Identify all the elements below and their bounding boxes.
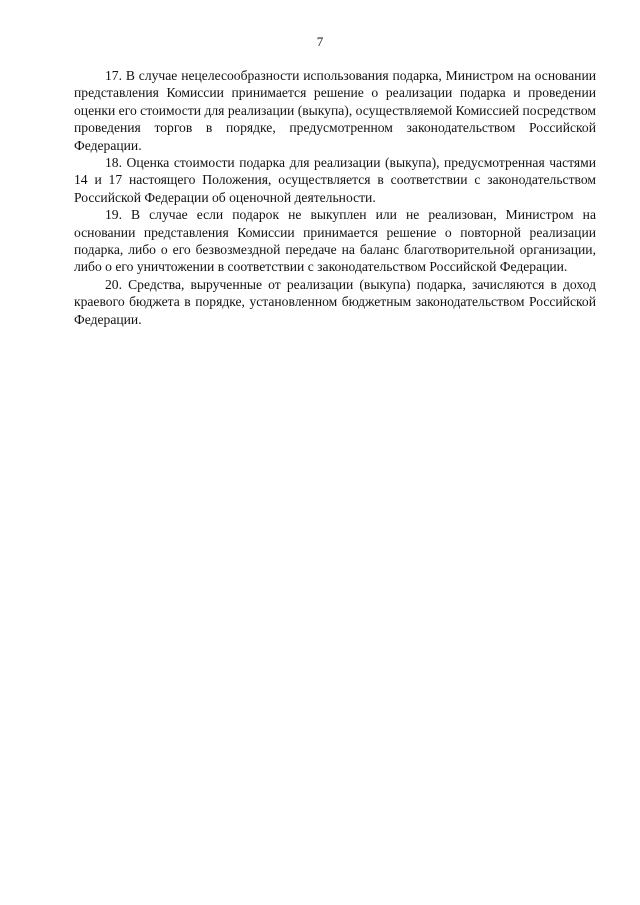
paragraph-20: 20. Средства, вырученные от реализации (выкупа) подарка, зачисляются в доход краевого бюджета в порядке, установленном бюджетным законодательством Российской Федерации. [74,276,596,327]
paragraph-17: 17. В случае нецелесообразности использования подарка, Министром на основании представления Комиссии принимается решение о реализации подарка и проведении оценки его стоимости для реализации (выкупа), осуществляемой Комиссией посредством проведения торгов в порядке, предусмотренном законодательством Российской Федерации. [74,68,596,153]
paragraph-18: 18. Оценка стоимости подарка для реализации (выкупа), предусмотренная частями 14 и 17 настоящего Положения, осуществляется в соответствии с законодательством Российской Федерации об оценочной деятельности. [74,155,596,205]
page-number: 7 [316,34,324,49]
document-body [74,67,596,328]
paragraph-19: 19. В случае если подарок не выкуплен или не реализован, Министром на основании представления Комиссии принимается решение о повторной реализации подарка, либо о его безвозмездной передаче на баланс благотворительной организации, либо о его уничтожении в соответствии с законодательством Российской Федерации. [74,207,596,275]
